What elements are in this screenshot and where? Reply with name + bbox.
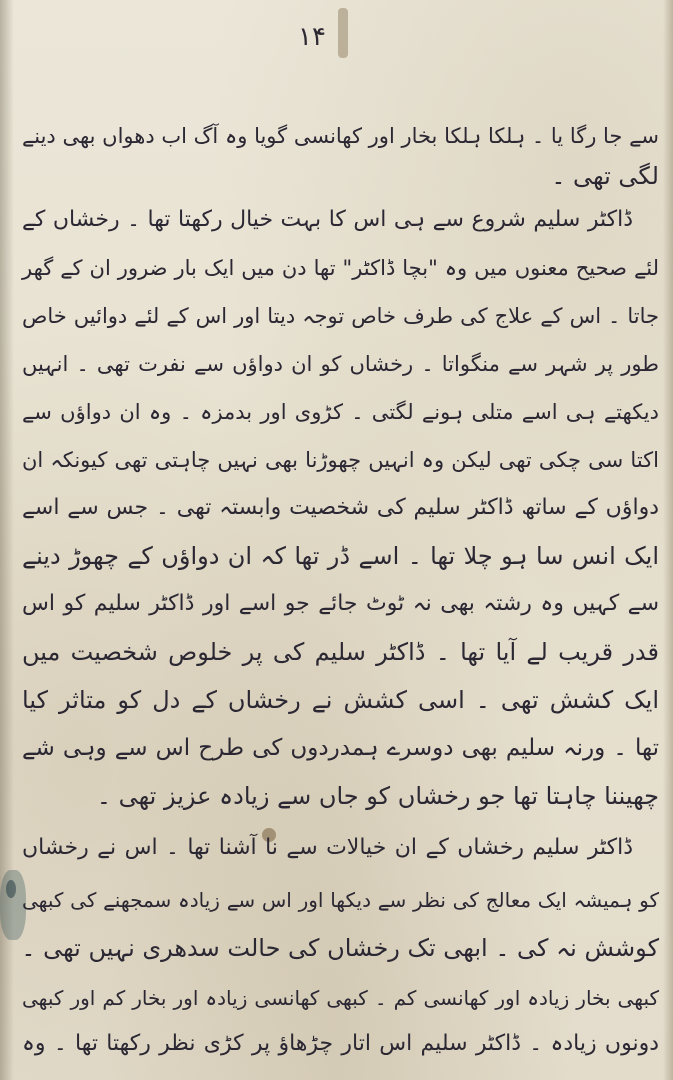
text-line: دونوں زیادہ ۔ ڈاکٹر سلیم اس اتار چڑھاؤ پر کڑی نظر رکھتا تھا ۔ وہ (22, 1031, 659, 1056)
text-line: لگی تھی ۔ (551, 162, 659, 190)
text-line: قدر قریب لے آیا تھا ۔ ڈاکٹر سلیم کی پر خلوص شخصیت میں (22, 638, 659, 666)
text-line: کوشش نہ کی ۔ ابھی تک رخشاں کی حالت سدھری نہیں تھی ۔ (21, 934, 659, 962)
paragraph-first-line: ڈاکٹر سلیم رخشاں کے ان خیالات سے نا آشنا تھا ۔ اس نے رخشاں (22, 835, 633, 860)
text-line: سے کہیں وہ رشتہ بھی نہ ٹوٹ جائے جو اسے اور ڈاکٹر سلیم کو اس (22, 591, 659, 616)
ink-blot (6, 880, 16, 898)
text-line: کو ہمیشہ ایک معالج کی نظر سے دیکھا اور اس سے زیادہ سمجھنے کی کبھی (22, 888, 659, 912)
text-line: ایک انس سا ہو چلا تھا ۔ اسے ڈر تھا کہ ان دواؤں کے چھوڑ دینے (22, 542, 659, 570)
text-line: اکتا سی چکی تھی لیکن وہ انہیں چھوڑنا بھی نہیں چاہتی تھی کیونکہ ان (22, 448, 659, 472)
text-line: سے جا رگا یا ۔ ہلکا ہلکا بخار اور کھانسی گویا وہ آگ اب دھواں بھی دینے (21, 124, 659, 148)
text-line: کبھی بخار زیادہ اور کھانسی کم ۔ کبھی کھانسی زیادہ اور بخار کم اور کبھی (22, 986, 659, 1010)
text-line: دیکھتے ہی اسے متلی ہونے لگتی ۔ کڑوی اور بدمزہ ۔ وہ ان دواؤں سے (22, 400, 659, 424)
text-line: ایک کشش تھی ۔ اسی کشش نے رخشاں کے دل کو متاثر کیا (22, 686, 659, 714)
page-number: ۱۴ (298, 22, 326, 52)
text-line: تھا ۔ ورنہ سلیم بھی دوسرے ہمدردوں کی طرح اس سے وہی شے (22, 735, 659, 761)
page-edge-shadow (663, 0, 673, 1080)
text-line: جاتا ۔ اس کے علاج کی طرف خاص توجہ دیتا اور اس کے لئے دوائیں خاص (22, 304, 659, 328)
text-line: لئے صحیح معنوں میں وہ "بچا ڈاکٹر" تھا دن میں ایک بار ضرور ان کے گھر (22, 256, 659, 280)
text-line: دواؤں کے ساتھ ڈاکٹر سلیم کی شخصیت وابستہ تھی ۔ جس سے اسے (22, 495, 659, 520)
ink-stain (338, 8, 348, 58)
text-line: چھیننا چاہتا تھا جو رخشاں کو جاں سے زیادہ عزیز تھی ۔ (96, 782, 659, 810)
text-line: طور پر شہر سے منگواتا ۔ رخشاں کو ان دواؤں سے نفرت تھی ۔ انہیں (22, 352, 659, 376)
paragraph-first-line: ڈاکٹر سلیم شروع سے ہی اس کا بہت خیال رکھتا تھا ۔ رخشاں کے (22, 207, 633, 232)
